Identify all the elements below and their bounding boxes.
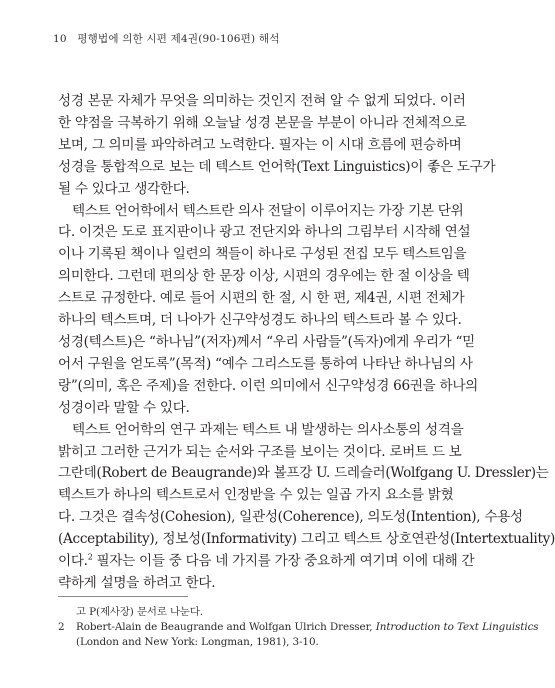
body-line: 성경을 통합적으로 보는 데 텍스트 언어학(Text Linguistics)이 좋은 도구가	[58, 158, 496, 175]
body-line: 성경 본문 자체가 무엇을 의미하는 것인지 전혀 알 수 없게 되었다. 이러	[58, 93, 466, 109]
body-line: 성경(텍스트)은 “하나님”(저자)께서 “우리 사람들”(독자)에게 우리가 “믿	[58, 333, 475, 350]
body-line: 한 약점을 극복하기 위해 오늘날 성경 본문을 부분이 아니라 전체적으로	[58, 114, 467, 131]
body-line: 텍스트 언어학에서 텍스트란 의사 전달이 이루어지는 가장 기본 단위	[72, 202, 464, 219]
body-line: 보며, 그 의미를 파악하려고 노력한다. 필자는 이 시대 흐름에 편승하며	[58, 136, 462, 153]
body-line: 의미한다. 그런데 편의상 한 문장 이상, 시편의 경우에는 한 절 이상을 텍	[58, 268, 470, 285]
body-line: 그란데(Robert de Beaugrande)와 볼프강 U. 드레슬러(Wolfgang U. Dressler)는	[58, 465, 549, 482]
footnote-text: Robert-Alain de Beaugrande and Wolfgan Ulrich Dresser,	[76, 621, 376, 633]
body-text	[58, 91, 555, 595]
body-line: 다. 이것은 도로 표지판이나 광고 전단지와 하나의 그림부터 시작해 연설	[58, 224, 471, 241]
body-line-segment: 필자는 이들 중 다음 네 가지를 가장 중요하게 여기며 이에 대해 간	[96, 553, 475, 570]
running-head-title: 평행법에 의한 시편 제4권(90-106편) 해석	[77, 33, 280, 45]
body-line: 다. 그것은 결속성(Cohesion), 일관성(Coherence), 의도성(Intention), 수용성	[58, 509, 523, 526]
body-line: 성경이라 말할 수 있다.	[58, 399, 190, 416]
body-line: 스트로 규정한다. 예로 들어 시편의 한 절, 시 한 편, 제4권, 시편 전체가	[58, 290, 465, 307]
body-line: (Acceptability), 정보성(Informativity) 그리고 텍스트 상호연관성(Intertextuality)	[58, 531, 555, 548]
footnote-number: 2	[58, 621, 65, 633]
body-line: 략하게 설명을 하려고 한다.	[58, 574, 216, 591]
footnote-line: 고 P(제사장) 문서로 나눈다.	[76, 606, 203, 618]
body-line-segment: 이다.	[58, 553, 88, 570]
footnote-line	[58, 620, 539, 635]
footnote-divider	[58, 596, 188, 597]
page-number: 10	[53, 33, 67, 45]
body-line	[58, 551, 475, 573]
footnotes	[58, 605, 539, 650]
footnote-book-title: Introduction to Text Linguistics	[375, 621, 539, 633]
running-head	[53, 31, 280, 46]
body-line: 밝히고 그러한 근거가 되는 순서와 구조를 보이는 것이다. 로버트 드 보	[58, 443, 462, 460]
body-line: 랑”(의미, 혹은 주제)을 전한다. 이런 의미에서 신구약성경 66권을 하나의	[58, 377, 479, 394]
footnote-ref[interactable]: 2	[87, 552, 93, 562]
body-line: 이나 기록된 책이나 일련의 책들이 하나로 구성된 전집 모두 텍스트임을	[58, 246, 467, 263]
body-line: 어서 구원을 얻도록”(목적) “예수 그리스도를 통하여 나타난 하나님의 사	[58, 355, 473, 372]
body-line: 텍스트가 하나의 텍스트로서 인정받을 수 있는 일곱 가지 요소를 밝혔	[58, 487, 454, 504]
body-line: 될 수 있다고 생각한다.	[58, 180, 190, 197]
body-line: 하나의 텍스트며, 더 나아가 신구약성경도 하나의 텍스트라 볼 수 있다.	[58, 312, 462, 329]
body-line: 텍스트 언어학의 연구 과제는 텍스트 내 발생하는 의사소통의 성격을	[72, 421, 464, 438]
footnote-line: (London and New York: Longman, 1981), 3-10.	[76, 636, 319, 648]
